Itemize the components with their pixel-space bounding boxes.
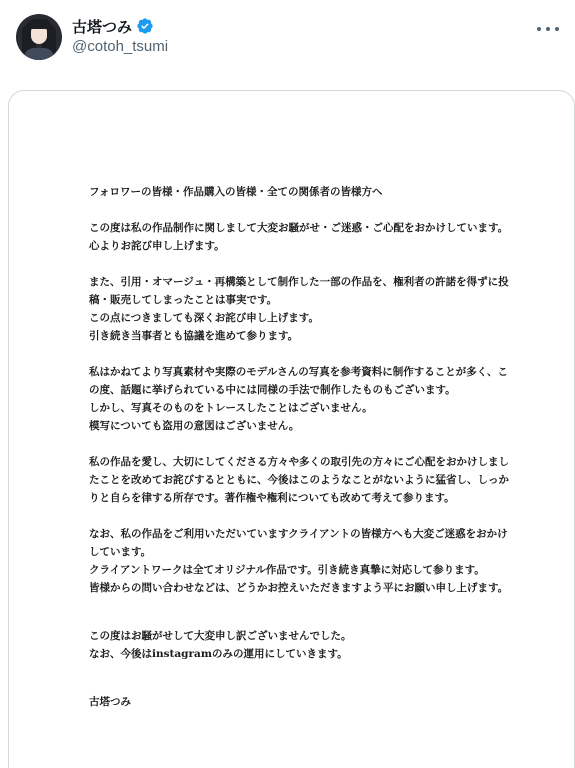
letter-paragraph: また、引用・オマージュ・再構築として制作した一部の作品を、権利者の許諾を得ずに投 稿・販売してしまったことは事実です。 この点につきましても深くお詫び申し上げます。 引き続き当事者とも協議を進めて参ります。 xyxy=(89,276,509,342)
letter-paragraph: この度は私の作品制作に関しまして大変お騒がせ・ご迷惑・ご心配をおかけしています。 心よりお詫び申し上げます。 xyxy=(89,222,509,252)
more-dot xyxy=(555,27,559,31)
more-dot xyxy=(546,27,550,31)
tweet-header xyxy=(16,12,563,64)
verified-badge-icon xyxy=(136,17,154,35)
avatar[interactable] xyxy=(16,14,62,60)
avatar-bangs xyxy=(27,19,51,29)
more-horizontal-icon[interactable] xyxy=(537,20,559,38)
apology-letter xyxy=(89,183,509,711)
more-dot xyxy=(537,27,541,31)
letter-salutation: フォロワーの皆様・作品購入の皆様・全ての関係者の皆様方へ xyxy=(89,186,383,198)
letter-closing: この度はお騒がせして大変申し訳ございませんでした。 なお、今後はinstagramのみの運用にしていきます。 xyxy=(89,630,352,660)
attached-image[interactable] xyxy=(8,90,575,768)
letter-paragraph: なお、私の作品をご利用いただいていますクライアントの皆様方へも大変ご迷惑をおかけ しています。 クライアントワークは全てオリジナル作品です。引き続き真摯に対応して参ります。 皆様からの問い合わせなどは、どうかお控えいただきますよう平にお願い申し上げます。 xyxy=(89,528,509,594)
author-names xyxy=(72,16,168,55)
user-handle[interactable]: @cotoh_tsumi xyxy=(72,38,169,55)
display-name[interactable]: 古塔つみ xyxy=(72,17,133,36)
display-name-row xyxy=(72,16,168,36)
letter-paragraph: 私の作品を愛し、大切にしてくださる方々や多くの取引先の方々にご心配をおかけしまし たことを改めてお詫びするとともに、今後はこのようなことがないように猛省し、しっか りと自らを律する所存です。著作権や権利についても改めて考えて参ります。 xyxy=(89,456,509,504)
letter-signature: 古塔つみ xyxy=(89,696,131,708)
letter-paragraph: 私はかねてより写真素材や実際のモデルさんの写真を参考資料に制作することが多く、こ の度、話題に挙げられている中には同様の手法で制作したものもございます。 しかし、写真そのものをトレースしたことはございません。 模写についても盗用の意図はございません。 xyxy=(89,366,509,432)
avatar-shirt xyxy=(24,48,54,60)
